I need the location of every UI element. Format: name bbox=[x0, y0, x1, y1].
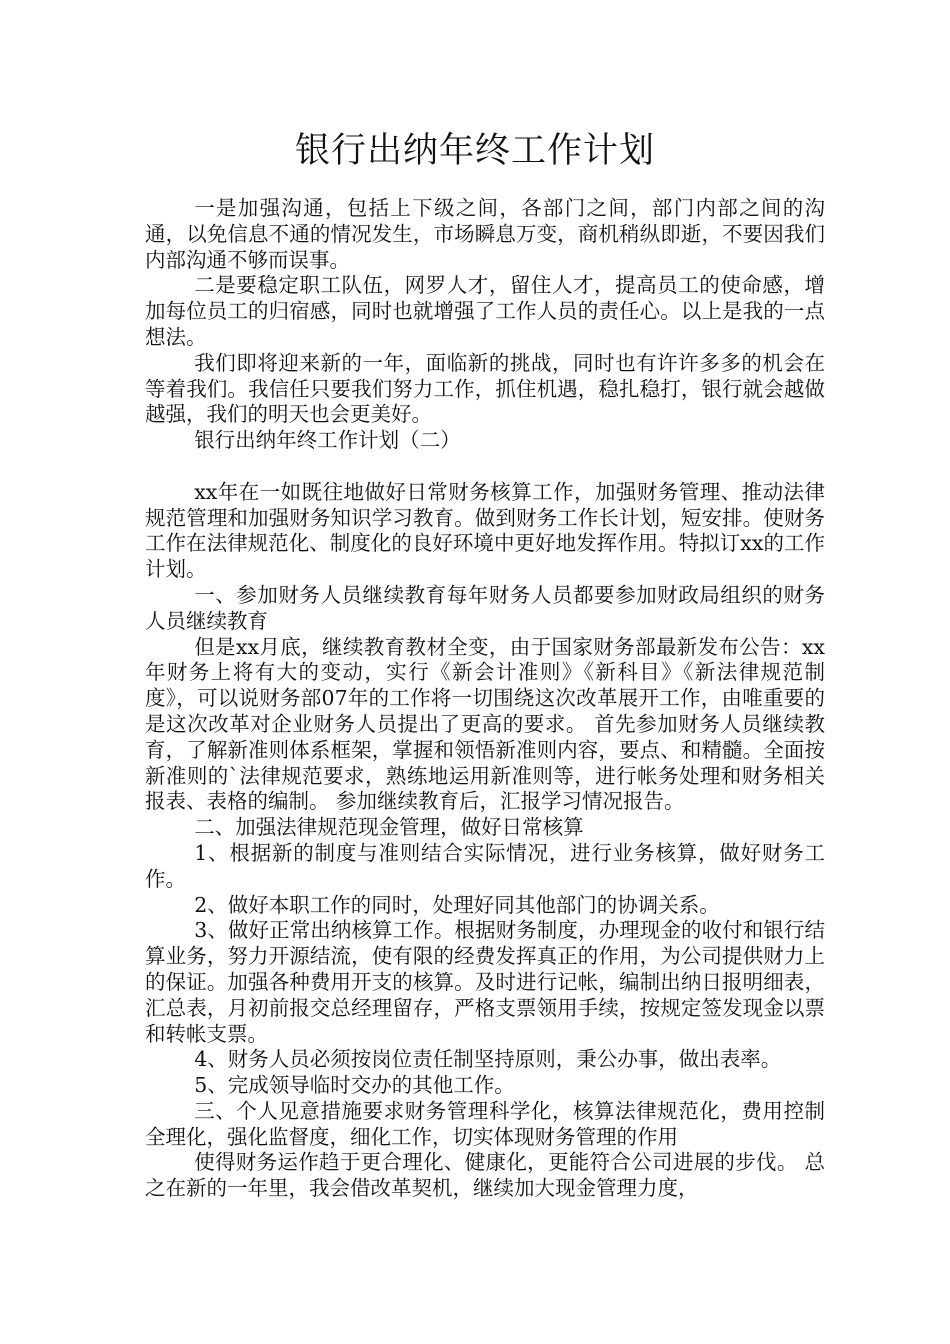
paragraph: 5、完成领导临时交办的其他工作。 bbox=[194, 1073, 515, 1098]
paragraph: 3、做好正常出纳核算工作。根据财务制度，办理现金的收付和银行结算业务，努力开源结流，使有限的经费发挥真正的作用，为公司提供财力上的保证。加强各种费用开支的核算。及时进行记帐，编制出纳日报明细表，汇总表，月初前报交总经理留存，严格支票领用手续，按规定签发现金以票和转帐支票。 bbox=[145, 918, 825, 1046]
paragraph: 4、财务人员必须按岗位责任制坚持原则，秉公办事，做出表率。 bbox=[194, 1047, 782, 1072]
paragraph: 1、根据新的制度与准则结合实际情况，进行业务核算，做好财务工作。 bbox=[145, 840, 825, 891]
paragraph: 二、加强法律规范现金管理，做好日常核算 bbox=[194, 815, 584, 840]
paragraph: 但是xx月底，继续教育教材全变，由于国家财务部最新发布公告：xx年财务上将有大的变动，实行《新会计准则》《新科目》《新法律规范制度》，可以说财务部07年的工作将一切围绕这次改革展开工作，由唯重要的是这次改革对企业财务人员提出了更高的要求。 首先参加财务人员继续教育，了解新准则体系框架，掌握和领悟新准则内容，要点、和精髓。全面按新准则的`法律规范要求，熟练地运用新准则等，进行帐务处理和财务相关报表、表格的编制。 参加继续教育后，汇报学习情况报告。 bbox=[145, 634, 825, 814]
blank-line bbox=[145, 454, 825, 480]
paragraph: xx年在一如既往地做好日常财务核算工作，加强财务管理、推动法律规范管理和加强财务知识学习教育。做到财务工作长计划，短安排。使财务工作在法律规范化、制度化的良好环境中更好地发挥作用。特拟订xx的工作计划。 bbox=[145, 479, 825, 582]
paragraph: 一、参加财务人员继续教育每年财务人员都要参加财政局组织的财务人员继续教育 bbox=[145, 582, 825, 633]
paragraph: 2、做好本职工作的同时，处理好同其他部门的协调关系。 bbox=[194, 892, 720, 917]
section-heading: 银行出纳年终工作计划（二） bbox=[194, 428, 461, 453]
document-title: 银行出纳年终工作计划 bbox=[294, 131, 655, 171]
paragraph: 三、个人见意措施要求财务管理科学化，核算法律规范化，费用控制全理化，强化监督度，细化工作，切实体现财务管理的作用 bbox=[145, 1098, 825, 1149]
paragraph: 二是要稳定职工队伍，网罗人才，留住人才，提高员工的使命感，增加每位员工的归宿感，同时也就增强了工作人员的责任心。以上是我的一点想法。 bbox=[145, 273, 825, 349]
paragraph: 我们即将迎来新的一年，面临新的挑战，同时也有许许多多的机会在等着我们。我信任只要我们努力工作，抓住机遇，稳扎稳打，银行就会越做越强，我们的明天也会更美好。 bbox=[145, 350, 825, 427]
paragraph: 使得财务运作趋于更合理化、健康化，更能符合公司进展的步伐。 总之在新的一年里，我会借改革契机，继续加大现金管理力度， bbox=[145, 1150, 825, 1201]
document-body bbox=[145, 196, 825, 1202]
paragraph: 一是加强沟通，包括上下级之间，各部门之间，部门内部之间的沟通，以免信息不通的情况发生，市场瞬息万变，商机稍纵即逝，不要因我们内部沟通不够而误事。 bbox=[145, 196, 825, 272]
